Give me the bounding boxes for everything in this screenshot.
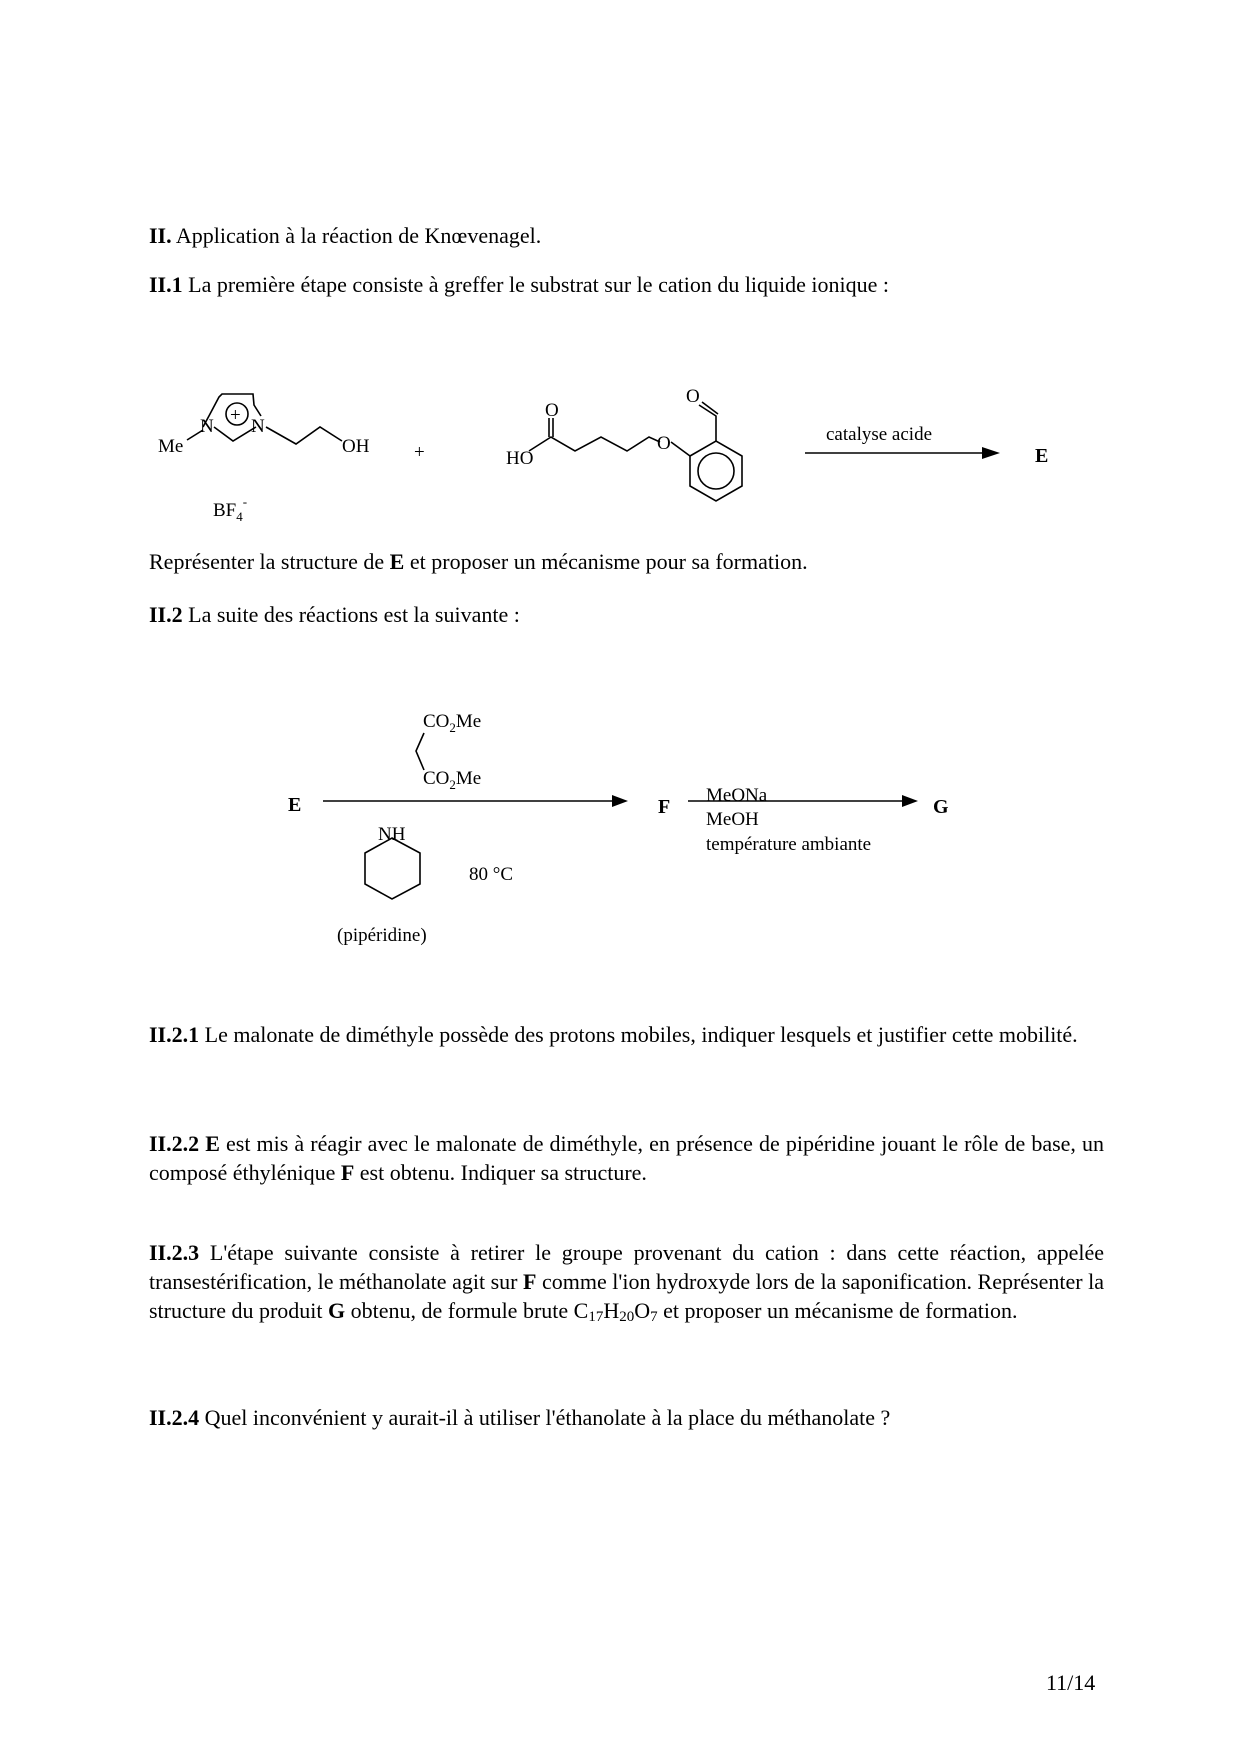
arrow-2-head <box>612 795 628 807</box>
label-me: Me <box>158 436 184 457</box>
label-product-e: E <box>1035 445 1049 467</box>
label-start-e: E <box>288 794 302 816</box>
question-text: Le malonate de diméthyle possède des protons mobiles, indiquer lesquels et justifier cette mobilité. <box>204 1022 1078 1047</box>
question-2-2-2: II.2.2 E est mis à réagir avec le malonate de diméthyle, en présence de pipéridine jouant le rôle de base, un composé éthylénique F est obtenu. Indiquer sa structure. <box>149 1131 1105 1185</box>
ether-bond <box>671 442 690 456</box>
question-number: II.2.1 <box>149 1022 200 1047</box>
question-2-2-intro <box>149 600 1104 629</box>
section-title: Application à la réaction de Knœvenagel. <box>175 223 542 248</box>
molecular-formula: $C_{17}H_{20}O_7$ <box>573 1298 658 1325</box>
label-ho: HO <box>506 448 534 469</box>
question-number: II.2 <box>149 602 183 627</box>
label-o-ether: O <box>657 433 671 454</box>
label-meona: MeONa <box>706 785 768 806</box>
label-bf: $BF_4^-$ <box>213 494 248 524</box>
label-final-g: G <box>933 796 949 818</box>
arrow-3-head <box>902 795 918 807</box>
page-number: 11/14 <box>1046 1670 1096 1695</box>
label-catalysis: catalyse acide <box>826 424 933 445</box>
question-number: II.2.4 <box>149 1405 200 1430</box>
label-n2: N <box>251 416 265 437</box>
question-number: II.2.2 <box>149 1131 200 1156</box>
label-oh: OH <box>342 436 370 457</box>
label-piperidine: (pipéridine) <box>337 925 427 946</box>
label-n1: N <box>200 416 214 437</box>
label-o-acid: O <box>545 400 559 421</box>
label-temperature: 80 °C <box>469 864 514 885</box>
question-2-2-1 <box>149 1020 1104 1049</box>
question-2-2-4 <box>149 1403 1104 1432</box>
label-meoh: MeOH <box>706 809 759 830</box>
section-number: II. <box>149 223 172 248</box>
aromatic-circle <box>698 453 734 489</box>
label-nh: NH <box>378 824 406 845</box>
question-text: La suite des réactions est la suivante : <box>188 602 520 627</box>
piperidine-ring <box>365 838 420 899</box>
label-o-aldehyde: O <box>686 386 700 407</box>
instruction-e: Représenter la structure de E et proposer un mécanisme pour sa formation. <box>149 549 808 574</box>
label-room-temperature: température ambiante <box>706 834 872 855</box>
label-plus: + <box>414 442 425 463</box>
arrow-1-head <box>982 447 1000 459</box>
label-plus-charge: + <box>230 405 241 426</box>
hydroxyethyl-chain <box>266 427 342 444</box>
butanoate-chain <box>529 437 660 451</box>
label-ester-bottom: $CO_2Me$ <box>423 768 482 792</box>
label-ester-top: $CO_2Me$ <box>423 711 482 735</box>
question-text: Quel inconvénient y aurait-il à utiliser l'éthanolate à la place du méthanolate ? <box>204 1405 891 1430</box>
question-text: La première étape consiste à greffer le substrat sur le cation du liquide ionique : <box>188 272 890 297</box>
question-number: II.2.3 <box>149 1240 200 1265</box>
question-2-2-3: II.2.3 L'étape suivante consiste à retirer le groupe provenant du cation : dans cette réaction, appelée transestérification, le méthanolate agit sur F comme l'ion hydroxyde lors de la saponification. Représenter la structure du produit G obtenu, de formule brute $C_{17}H_{20}O_7$ et proposer un mécanisme de formation. <box>149 1240 1104 1325</box>
imidazolium-bottom-bonds <box>214 427 256 441</box>
question-number: II.1 <box>149 272 183 297</box>
label-intermediate-f: F <box>658 796 671 818</box>
malonate-bonds <box>416 733 424 770</box>
